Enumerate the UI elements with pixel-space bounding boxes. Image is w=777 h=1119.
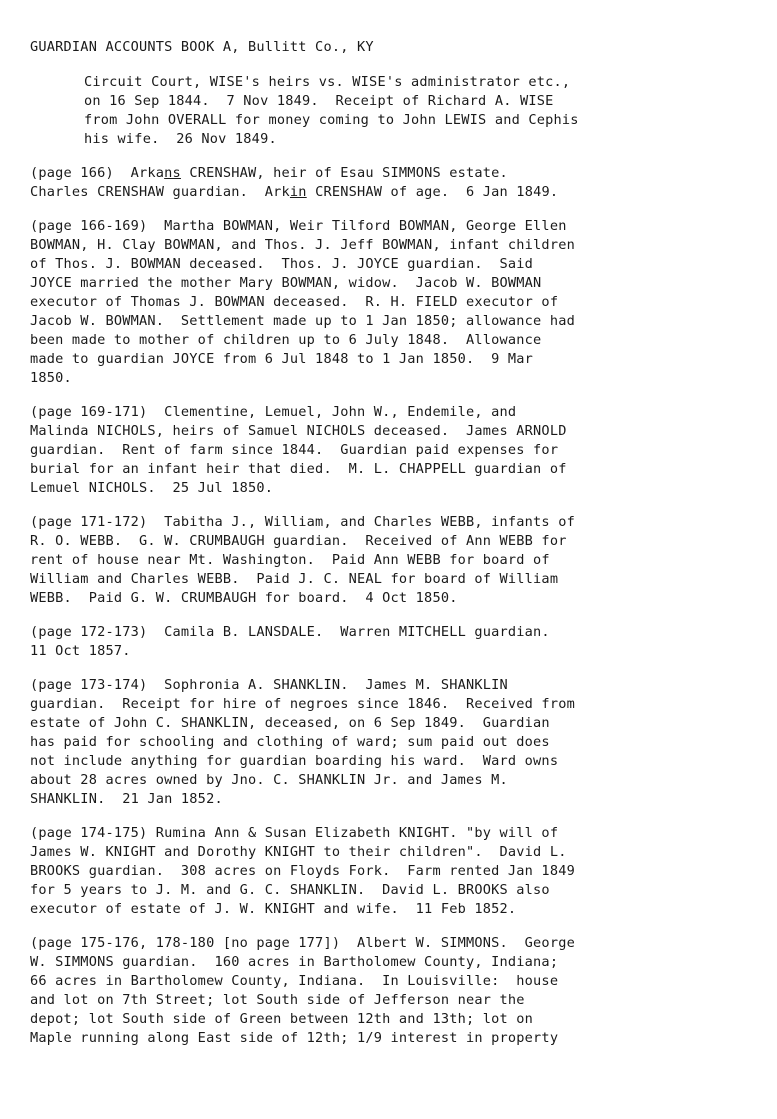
entry-crenshaw [30,164,760,202]
text-fragment: CRENSHAW, heir of Esau SIMMONS estate. [180,165,508,181]
text-line: (page 173-174) Sophronia A. SHANKLIN. James M. SHANKLIN [30,677,508,693]
text-line: Maple running along East side of 12th; 1/9 interest in property [30,1030,559,1046]
entry-wise [30,73,760,149]
text-line: depot; lot South side of Green between 12th and 13th; lot on [30,1011,534,1027]
text-fragment: Charles CRENSHAW guardian. Ark [30,184,290,200]
text-line: made to guardian JOYCE from 6 Jul 1848 to 1 Jan 1850. 9 Mar [30,351,534,367]
entry-webb [30,513,760,608]
text-line: SHANKLIN. 21 Jan 1852. [30,791,223,807]
text-line: (page 169-171) Clementine, Lemuel, John W., Endemile, and [30,404,517,420]
text-fragment: (page 166) Arka [30,165,165,181]
text-line: has paid for schooling and clothing of ward; sum paid out does [30,734,550,750]
text-line: from John OVERALL for money coming to John LEWIS and Cephis [84,112,579,128]
entry-bowman [30,217,760,388]
text-line [30,183,760,202]
text-line: 11 Oct 1857. [30,643,131,659]
document-page [30,38,760,1063]
document-title: GUARDIAN ACCOUNTS BOOK A, Bullitt Co., KY [30,39,374,55]
text-line: not include anything for guardian boarding his ward. Ward owns [30,753,559,769]
text-line: BROOKS guardian. 308 acres on Floyds Fork. Farm rented Jan 1849 [30,863,575,879]
text-line: about 28 acres owned by Jno. C. SHANKLIN Jr. and James M. [30,772,508,788]
text-line: (page 174-175) Rumina Ann & Susan Elizabeth KNIGHT. "by will of [30,825,559,841]
text-line: guardian. Rent of farm since 1844. Guardian paid expenses for [30,442,559,458]
text-line: (page 172-173) Camila B. LANSDALE. Warren MITCHELL guardian. [30,624,550,640]
text-line: Malinda NICHOLS, heirs of Samuel NICHOLS deceased. James ARNOLD [30,423,567,439]
text-line: 66 acres in Bartholomew County, Indiana. In Louisville: house [30,973,559,989]
text-line: (page 166-169) Martha BOWMAN, Weir Tilford BOWMAN, George Ellen [30,218,567,234]
text-line: and lot on 7th Street; lot South side of Jefferson near the [30,992,525,1008]
text-line: Circuit Court, WISE's heirs vs. WISE's administrator etc., [84,74,571,90]
text-line: 1850. [30,370,72,386]
text-line [30,164,760,183]
text-line: estate of John C. SHANKLIN, deceased, on 6 Sep 1849. Guardian [30,715,550,731]
text-line: executor of Thomas J. BOWMAN deceased. R. H. FIELD executor of [30,294,559,310]
text-line: been made to mother of children up to 6 July 1848. Allowance [30,332,542,348]
entry-simmons [30,934,760,1048]
entry-knight [30,824,760,919]
text-line: of Thos. J. BOWMAN deceased. Thos. J. JOYCE guardian. Said [30,256,534,272]
entry-lansdale [30,623,760,661]
text-line: William and Charles WEBB. Paid J. C. NEAL for board of William [30,571,559,587]
entry-nichols [30,403,760,498]
underlined-text: ns [164,165,181,181]
text-line: executor of estate of J. W. KNIGHT and wife. 11 Feb 1852. [30,901,517,917]
text-line: BOWMAN, H. Clay BOWMAN, and Thos. J. Jeff BOWMAN, infant children [30,237,575,253]
text-line: for 5 years to J. M. and G. C. SHANKLIN. David L. BROOKS also [30,882,550,898]
text-line: W. SIMMONS guardian. 160 acres in Bartholomew County, Indiana; [30,954,559,970]
text-line: rent of house near Mt. Washington. Paid Ann WEBB for board of [30,552,550,568]
text-line: on 16 Sep 1844. 7 Nov 1849. Receipt of Richard A. WISE [84,93,554,109]
text-line: burial for an infant heir that died. M. L. CHAPPELL guardian of [30,461,567,477]
text-line: James W. KNIGHT and Dorothy KNIGHT to their children". David L. [30,844,567,860]
underlined-text: in [289,184,307,200]
text-line: Jacob W. BOWMAN. Settlement made up to 1 Jan 1850; allowance had [30,313,575,329]
text-line: R. O. WEBB. G. W. CRUMBAUGH guardian. Received of Ann WEBB for [30,533,567,549]
text-line: Lemuel NICHOLS. 25 Jul 1850. [30,480,274,496]
text-line: guardian. Receipt for hire of negroes since 1846. Received from [30,696,575,712]
text-line: (page 171-172) Tabitha J., William, and Charles WEBB, infants of [30,514,575,530]
text-line: his wife. 26 Nov 1849. [84,131,277,147]
text-line: JOYCE married the mother Mary BOWMAN, widow. Jacob W. BOWMAN [30,275,542,291]
text-line: WEBB. Paid G. W. CRUMBAUGH for board. 4 Oct 1850. [30,590,458,606]
text-line: (page 175-176, 178-180 [no page 177]) Albert W. SIMMONS. George [30,935,575,951]
entry-shanklin [30,676,760,809]
text-fragment: CRENSHAW of age. 6 Jan 1849. [306,184,559,200]
